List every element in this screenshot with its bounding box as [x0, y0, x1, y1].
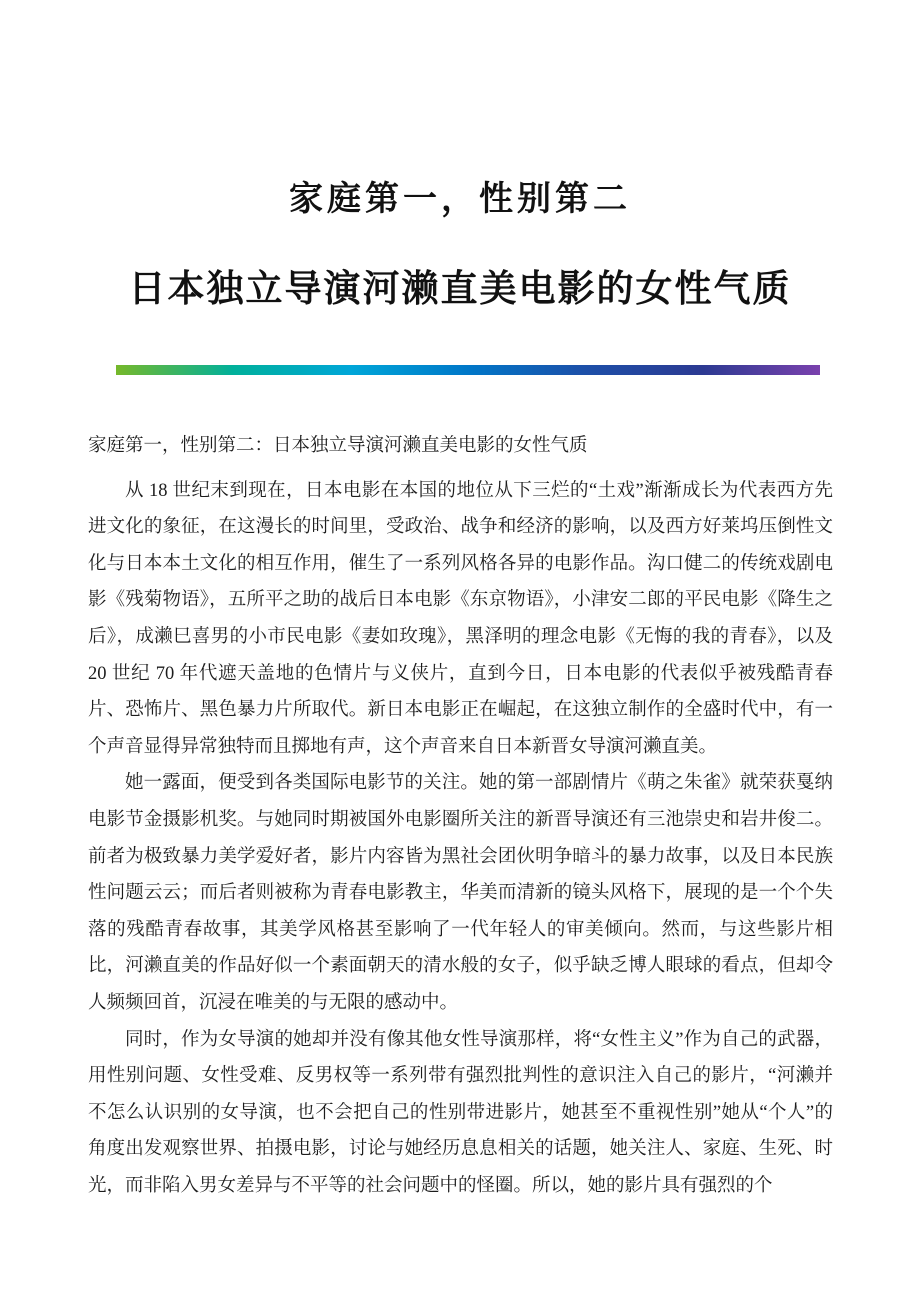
article-heading-line: 家庭第一，性别第二：日本独立导演河濑直美电影的女性气质 [88, 436, 588, 456]
document-subtitle: 日本独立导演河濑直美电影的女性气质 [128, 269, 792, 310]
gradient-divider [116, 365, 820, 375]
paragraph: 从 18 世纪末到现在，日本电影在本国的地位从下三烂的“土戏”渐渐成长为代表西方先进文化的象征，在这漫长的时间里，受政治、战争和经济的影响，以及西方好莱坞压倒性文化与日本本土文化的相互作用，催生了一系列风格各异的电影作品。沟口健二的传统戏剧电影《残菊物语》，五所平之助的战后日本电影《东京物语》，小津安二郎的平民电影《降生之后》，成濑巳喜男的小市民电影《妻如玫瑰》，黑泽明的理念电影《无悔的我的青春》，以及 20 世纪 70 年代遮天盖地的色情片与义侠片，直到今日，日本电影的代表似乎被残酷青春片、恐怖片、黑色暴力片所取代。新日本电影正在崛起，在这独立制作的全盛时代中，有一个声音显得异常独特而且掷地有声，这个声音来自日本新晋女导演河濑直美。 [88, 480, 833, 757]
paragraph: 她一露面，便受到各类国际电影节的关注。她的第一部剧情片《萌之朱雀》就荣获戛纳电影节金摄影机奖。与她同时期被国外电影圈所关注的新晋导演还有三池崇史和岩井俊二。前者为极致暴力美学爱好者，影片内容皆为黑社会团伙明争暗斗的暴力故事，以及日本民族性问题云云；而后者则被称为青春电影教主，华美而清新的镜头风格下，展现的是一个个失落的残酷青春故事，其美学风格甚至影响了一代年轻人的审美倾向。然而，与这些影片相比，河濑直美的作品好似一个素面朝天的清水般的女子，似乎缺乏博人眼球的看点，但却令人频频回首，沉浸在唯美的与无限的感动中。 [88, 773, 833, 1013]
document-title: 家庭第一，性别第二 [289, 181, 631, 218]
paragraph: 同时，作为女导演的她却并没有像其他女性导演那样，将“女性主义”作为自己的武器，用性别问题、女性受难、反男权等一系列带有强烈批判性的意识注入自己的影片，“河濑并不怎么认识别的女导演，也不会把自己的性别带进影片，她甚至不重视性别”她从“个人”的角度出发观察世界、拍摄电影，讨论与她经历息息相关的话题，她关注人、家庭、生死、时光，而非陷入男女差异与不平等的社会问题中的怪圈。所以，她的影片具有强烈的个 [88, 1029, 833, 1196]
article-paragraphs [88, 473, 833, 1205]
article-body [88, 428, 833, 1204]
